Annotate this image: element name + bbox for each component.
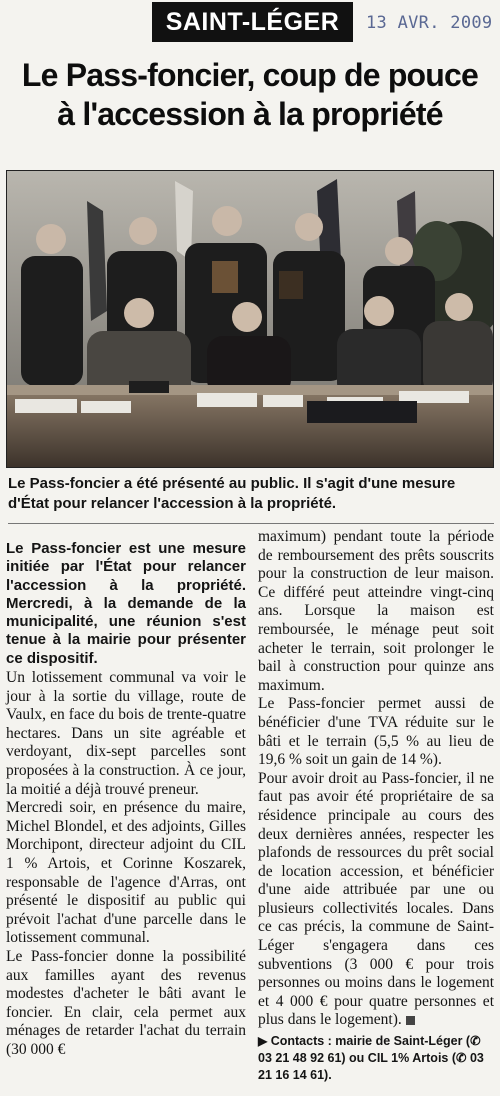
- headline-line-1: Le Pass-foncier, coup de pouce: [21, 57, 479, 93]
- arrow-right-icon: ▶: [258, 1034, 268, 1049]
- headline: [0, 56, 500, 134]
- section-label: SAINT-LÉGER: [152, 2, 353, 42]
- paragraph: maximum) pendant toute la période de remboursement des prêts souscrits pour la construction de leur maison. Ce différé peut atteindre vingt-cinq ans. Lorsque la maison est remboursée, le ménage peut soit acheter le terrain, soit prolonger le bail à construction pour quinze ans maximum.: [258, 528, 494, 694]
- photo-caption: Le Pass-foncier a été présenté au public. Il s'agit d'une mesure d'État pour relancer l'accession à la propriété.: [8, 475, 456, 512]
- paragraph: Le Pass-foncier donne la possibilité aux familles ayant des revenus modestes d'acheter le bâti avant le foncier. En clair, cela permet aux ménages de retarder l'achat du terrain (30 000 €: [6, 947, 246, 1058]
- paragraph-text: Pour avoir droit au Pass-foncier, il ne faut pas avoir été propriétaire de sa résidence principale au cours des deux dernières années, respecter les plafonds de ressources du prêt social de location accession, et bénéficier d'une aide attribuée par une ou plusieurs collectivités locales. Dans ce cas précis, la commune de Saint-Léger s'engagera dans ces subventions (3 000 € pour trois personnes ou moins dans le logement et 4 000 € pour quatre personnes et plus dans le logement).: [258, 769, 494, 1029]
- headline-line-2: à l'accession à la propriété: [57, 96, 443, 132]
- divider: [8, 523, 494, 524]
- paragraph: Le Pass-foncier permet aussi de bénéficier d'une TVA réduite sur le bâti et le terrain (5,5 % au lieu de 19,6 % soit un gain de 14 %).: [258, 695, 494, 769]
- article-intro: Le Pass-foncier est une mesure initiée par l'État pour relancer l'accession à la propriété. Mercredi, à la demande de la municipalité, une réunion s'est tenue à la mairie pour présenter ce dispositif.: [6, 540, 246, 667]
- paragraph: Mercredi soir, en présence du maire, Michel Blondel, et des adjoints, Gilles Morchipont, directeur adjoint du CIL 1 % Artois, et Corinne Koszarek, responsable de l'agence d'Arras, ont présenté le dispositif au public qui prévoit l'achat d'une parcelle dans le lotissement communal.: [6, 799, 246, 947]
- date-stamp: 13 AVR. 2009: [366, 13, 493, 33]
- end-mark-icon: [406, 1016, 415, 1025]
- article-column-left: [6, 528, 246, 1060]
- paragraph: Un lotissement communal va voir le jour à la sortie du village, route de Vaulx, en face du bois de trente-quatre hectares. Dans un site agréable et verdoyant, dix-sept parcelles sont proposées à la construction. À ce jour, la moitié a déjà trouvé preneur.: [6, 669, 246, 798]
- paragraph-last: [258, 770, 494, 1030]
- contacts-text: Contacts : mairie de Saint-Léger (✆ 03 21 48 92 61) ou CIL 1% Artois (✆ 03 21 16 14 61).: [258, 1034, 484, 1083]
- group-photo: [6, 170, 494, 468]
- group-photo-illustration: [7, 171, 494, 468]
- contacts: [258, 1033, 494, 1084]
- article-column-right: [258, 528, 494, 1084]
